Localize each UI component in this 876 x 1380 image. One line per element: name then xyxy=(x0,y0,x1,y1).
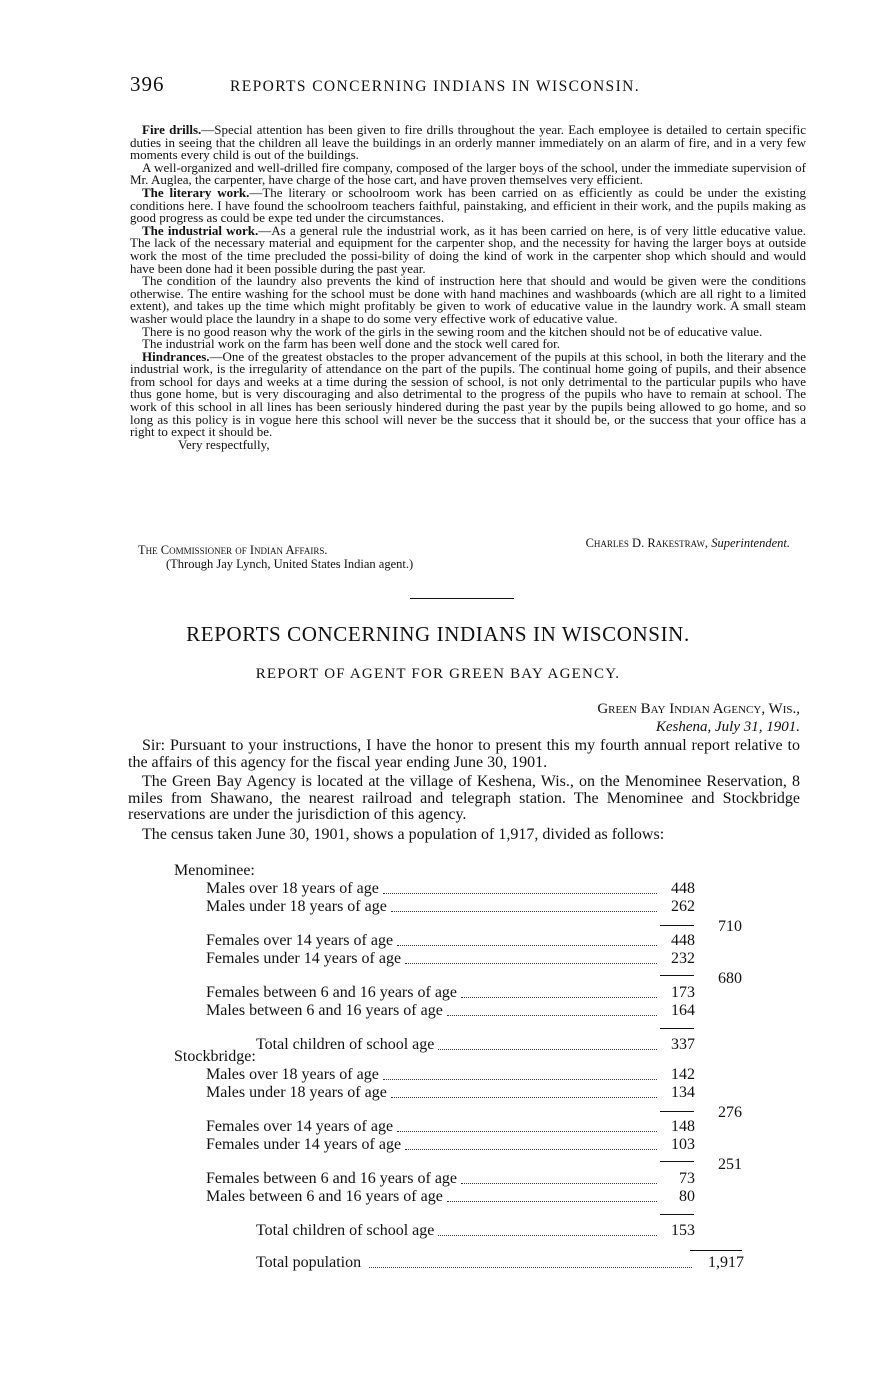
dateline-agency: Green Bay Indian Agency, Wis., xyxy=(597,701,800,717)
report-body xyxy=(128,738,800,843)
paragraph-text: —Special attention has been given to fire drills throughout the year. Each employee is detailed to certain specific duties in seeing that the children all leave the buildings in an orderly manner immediately on an alarm of fire, and in a very few moments every child is out of the buildings. xyxy=(130,122,806,163)
census-row xyxy=(170,1084,750,1102)
paragraph-heading: Hindrances. xyxy=(142,348,210,364)
census-row-value: 80 xyxy=(679,1188,695,1205)
total-population-row xyxy=(170,1254,750,1272)
paragraph-laundry: The condition of the laundry also prevents the kind of instruction here that should and would be given were the conditions otherwise. The entire washing for the school must be done with hand machines and washboards (which are all right to a limited extent), and takes up the time which might profitably be given to work of educative value in the laundry work. A small steam washer would place the laundry in a shape to do some very effective work of educative value. xyxy=(130,273,806,326)
census-row-value: 142 xyxy=(671,1066,695,1083)
census-row xyxy=(170,1136,750,1154)
subtotal-value: 710 xyxy=(718,918,742,935)
census-row-value: 232 xyxy=(671,950,695,967)
addressee-line: The Commissioner of Indian Affairs. xyxy=(138,543,328,557)
paragraph-heading: Fire drills. xyxy=(142,122,202,137)
paragraph-hindrances xyxy=(130,348,806,440)
paragraph-text: —One of the greatest obstacles to the proper advancement of the pupils at this school, in both the literary and the industrial work, is the irregularity of attendance on the part of the pupils. The continual home going of pupils, and their absence from school for days and weeks at a time during the session of school, is not only detrimental to the particular pupils who have thus gone home, but is very discouraging and also detrimental to the progress of the pupils who have to remain at school. The work of this school in all lines has been seriously hindered during the past year by the pupils being allowed to go home, and so long as this policy is in vogue here this school will never be the success that it should be, or the success that your office has a right to expect it should be. xyxy=(130,348,806,440)
census-row-label: Males under 18 years of age xyxy=(206,1084,387,1101)
census-row-value: 448 xyxy=(671,932,695,949)
signature-title: Superintendent. xyxy=(711,536,790,550)
leader-dots xyxy=(438,1036,657,1050)
census-row-value: 173 xyxy=(671,984,695,1001)
rule-line xyxy=(660,1028,694,1029)
census-row-label: Males between 6 and 16 years of age xyxy=(206,1002,443,1019)
paragraph-farm: The industrial work on the farm has been well done and the stock well cared for. xyxy=(142,336,561,352)
report-paragraph-location: The Green Bay Agency is located at the village of Keshena, Wis., on the Menominee Reservation, 8 miles from Shawano, the nearest railroad and telegraph station. The Menominee and Stockbridge reservations are under the jurisdiction of this agency. xyxy=(128,773,800,823)
census-row-value: 153 xyxy=(671,1222,695,1239)
report-paragraph-intro: Sir: Pursuant to your instructions, I have the honor to present this my fourth annual report relative to the affairs of this agency for the fiscal year ending June 30, 1901. xyxy=(128,737,800,771)
addressee-block xyxy=(138,544,413,571)
group-heading: Menominee: xyxy=(174,862,255,879)
rule-line xyxy=(690,1250,742,1251)
rule-line xyxy=(660,1214,694,1215)
census-row xyxy=(170,950,750,968)
census-row-label: Males under 18 years of age xyxy=(206,898,387,915)
census-row-label: Females under 14 years of age xyxy=(206,950,402,967)
closing-line: Very respectfully, xyxy=(178,436,270,452)
paragraph-heading: The literary work. xyxy=(142,184,250,200)
leader-dots xyxy=(369,1254,692,1268)
leader-dots xyxy=(438,1222,657,1236)
paragraph-text: —The literary or schoolroom work has been carried on as efficiently as could be under the existing conditions here. I have found the schoolroom teachers faithful, painstaking, and efficient in their work, and the pupils making as good progress as could be expe ted under the circumstances. xyxy=(130,184,807,226)
census-row xyxy=(170,880,750,898)
addressee-note: (Through Jay Lynch, United States Indian agent.) xyxy=(166,556,414,571)
report-paragraph-census: The census taken June 30, 1901, shows a population of 1,917, divided as follows: xyxy=(142,825,665,843)
leader-dots xyxy=(405,1136,657,1150)
leader-dots xyxy=(447,1002,657,1016)
page-header xyxy=(130,72,810,102)
census-row-value: 148 xyxy=(671,1118,695,1135)
census-row-label: Males over 18 years of age xyxy=(206,880,379,897)
census-row xyxy=(170,1036,750,1054)
census-row-value: 448 xyxy=(671,880,695,897)
census-row-value: 73 xyxy=(679,1170,695,1187)
census-row-label: Females over 14 years of age xyxy=(206,1118,394,1135)
census-row-label: Females under 14 years of age xyxy=(206,1136,402,1153)
census-row xyxy=(170,1066,750,1084)
section-title: REPORTS CONCERNING INDIANS IN WISCONSIN. xyxy=(186,622,690,646)
leader-dots xyxy=(405,950,657,964)
subtotal-value: 276 xyxy=(718,1104,742,1121)
leader-dots xyxy=(397,932,657,946)
census-row-label: Males over 18 years of age xyxy=(206,1066,379,1083)
signature-name: Charles D. Rakestraw, xyxy=(585,536,709,550)
census-row-value: 262 xyxy=(671,898,695,915)
rule-line xyxy=(660,1111,694,1112)
dateline xyxy=(597,700,800,736)
leader-dots xyxy=(461,1170,657,1184)
paragraph-fire-drills xyxy=(130,124,806,162)
paragraph-heading: The industrial work. xyxy=(142,222,259,238)
census-row xyxy=(170,932,750,950)
census-row xyxy=(170,1002,750,1020)
census-row-label: Total children of school age xyxy=(256,1222,435,1239)
total-population-label: Total population xyxy=(256,1254,362,1271)
leader-dots xyxy=(391,1084,657,1098)
census-row xyxy=(170,1170,750,1188)
rule-line xyxy=(660,1161,694,1162)
census-row xyxy=(170,898,750,916)
census-row-value: 103 xyxy=(671,1136,695,1153)
leader-dots xyxy=(397,1118,657,1132)
leader-dots xyxy=(383,1066,657,1080)
leader-dots xyxy=(383,880,657,894)
census-row-label: Females between 6 and 16 years of age xyxy=(206,1170,458,1187)
dateline-date-text: Keshena, July 31, 1901. xyxy=(655,719,800,735)
paragraph-fire-company: A well-organized and well-drilled fire company, composed of the larger boys of the school, under the immediate supervision of Mr. Auglea, the carpenter, have charge of the hose cart, and have proven themselves very efficient. xyxy=(130,159,806,188)
paragraph-text: —As a general rule the industrial work, as it has been carried on here, is of very little educative value. The lack of the necessary material and equipment for the carpenter shop, and the necessity for having the larger boys at outside work the most of the time precluded the possi-bility of doing the kind of work in the carpenter shop which should and would have been done had it been possible during the past year. xyxy=(130,222,806,276)
census-row xyxy=(170,1222,750,1240)
census-row-label: Females between 6 and 16 years of age xyxy=(206,984,458,1001)
census-row-label: Males between 6 and 16 years of age xyxy=(206,1188,443,1205)
leader-dots xyxy=(391,898,657,912)
leader-dots xyxy=(461,984,657,998)
census-row xyxy=(170,1188,750,1206)
paragraph-literary-work xyxy=(130,184,807,226)
paragraph-industrial-work xyxy=(130,222,806,276)
group-heading: Stockbridge: xyxy=(174,1048,256,1065)
rule-line xyxy=(660,975,694,976)
leader-dots xyxy=(447,1188,657,1202)
page-number: 396 xyxy=(130,72,165,96)
section-divider xyxy=(410,598,514,599)
subtotal-value: 680 xyxy=(718,970,742,987)
running-head: REPORTS CONCERNING INDIANS IN WISCONSIN. xyxy=(230,78,641,95)
census-row-value: 337 xyxy=(671,1036,695,1053)
census-row-label: Total children of school age xyxy=(256,1036,435,1053)
letter-body xyxy=(130,124,806,451)
rule-line xyxy=(660,925,694,926)
census-row xyxy=(170,984,750,1002)
census-row-value: 164 xyxy=(671,1002,695,1019)
dateline-date xyxy=(597,718,800,736)
census-row-label: Females over 14 years of age xyxy=(206,932,394,949)
census-row-value: 134 xyxy=(671,1084,695,1101)
section-subtitle: REPORT OF AGENT FOR GREEN BAY AGENCY. xyxy=(255,666,621,682)
paragraph-sewing-room: There is no good reason why the work of the girls in the sewing room and the kitchen should not be of educative value. xyxy=(142,323,763,339)
total-population-value: 1,917 xyxy=(708,1254,744,1271)
census-row xyxy=(170,1118,750,1136)
subtotal-value: 251 xyxy=(718,1156,742,1173)
